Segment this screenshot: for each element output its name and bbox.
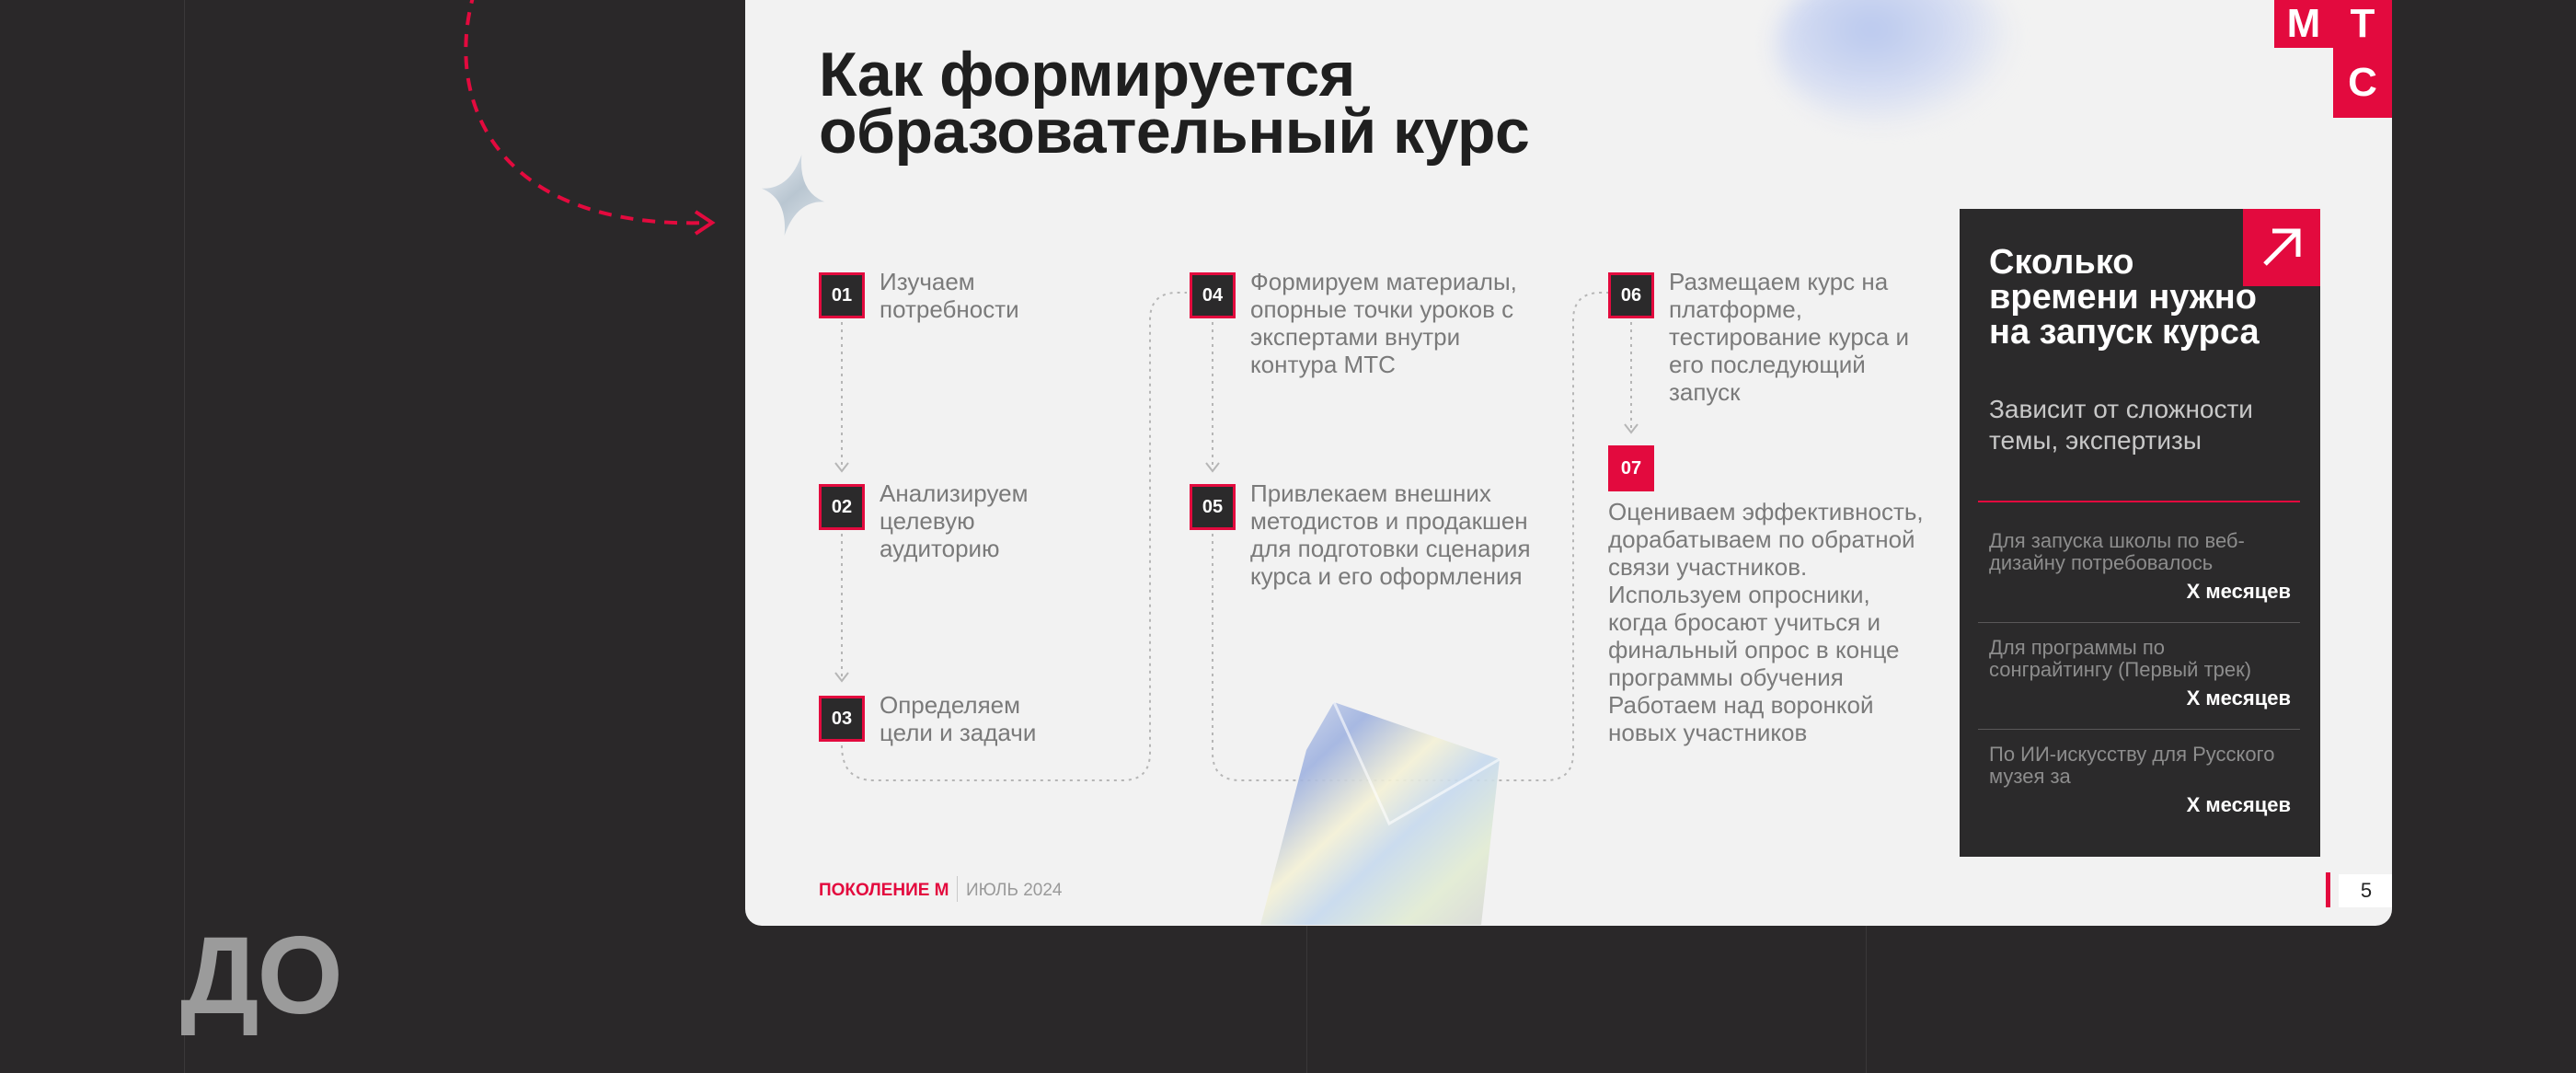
step-badge-04: 04 xyxy=(1190,272,1236,318)
glass-crystal-decoration xyxy=(1251,695,1527,926)
panel-separator xyxy=(1978,729,2300,730)
panel-item-value: Х месяцев xyxy=(2186,580,2291,603)
slide-title: Как формируется образовательный курс xyxy=(819,40,1530,167)
page-number-accent xyxy=(2326,872,2330,907)
page-number: 5 xyxy=(2339,874,2392,907)
panel-item-label: По ИИ-искусству для Русского музея за xyxy=(1989,743,2275,788)
step-text-06: Размещаем курс на платформе, тестирование курса и его последующий запуск xyxy=(1669,268,1910,406)
slide xyxy=(745,0,2392,926)
step-badge-03: 03 xyxy=(819,696,865,742)
step-text-04: Формируем материалы, опорные точки уроков с экспертами внутри контура МТС xyxy=(1250,268,1517,378)
logo-letter: М xyxy=(2274,0,2333,48)
step-badge-01: 01 xyxy=(819,272,865,318)
step-text-05: Привлекаем внешних методистов и продакшен для подготовки сценария курса и его оформления xyxy=(1250,479,1531,590)
step-badge-06: 06 xyxy=(1608,272,1654,318)
step-text-02: Анализируем целевую аудиторию xyxy=(880,479,1029,562)
step-badge-07: 07 xyxy=(1608,445,1654,491)
step-badge-05: 05 xyxy=(1190,484,1236,530)
panel-item-value: Х месяцев xyxy=(2186,686,2291,710)
logo-letter: Т xyxy=(2333,0,2392,48)
panel-title: Сколько времени нужно на запуск курса xyxy=(1989,243,2260,352)
panel-separator xyxy=(1978,622,2300,623)
before-label: ДО xyxy=(180,914,341,1037)
footer-date: ИЮЛЬ 2024 xyxy=(966,881,1063,900)
dashed-arrow-decoration xyxy=(442,0,736,258)
panel-item-value: Х месяцев xyxy=(2186,793,2291,816)
step-text-07: Оцениваем эффективность, дорабатываем по обратной связи участников. Используем опросники, когда бросают учиться и финальный опрос в конце программы обучения Работаем над воронкой новых участников xyxy=(1608,498,1924,746)
panel-item-label: Для программы по сонграйтингу (Первый трек) xyxy=(1989,636,2252,681)
step-text-01: Изучаем потребности xyxy=(880,268,1019,323)
footer-brand: ПОКОЛЕНИЕ М xyxy=(819,881,949,900)
panel-divider xyxy=(1978,501,2300,502)
logo-letter: С xyxy=(2333,48,2392,118)
grid-line xyxy=(184,0,185,1073)
panel-subtitle: Зависит от сложности темы, экспертизы xyxy=(1989,395,2253,455)
footer-divider xyxy=(957,876,958,902)
step-badge-02: 02 xyxy=(819,484,865,530)
panel-item-label: Для запуска школы по веб-дизайну потребовалось xyxy=(1989,529,2245,574)
step-text-03: Определяем цели и задачи xyxy=(880,691,1037,746)
